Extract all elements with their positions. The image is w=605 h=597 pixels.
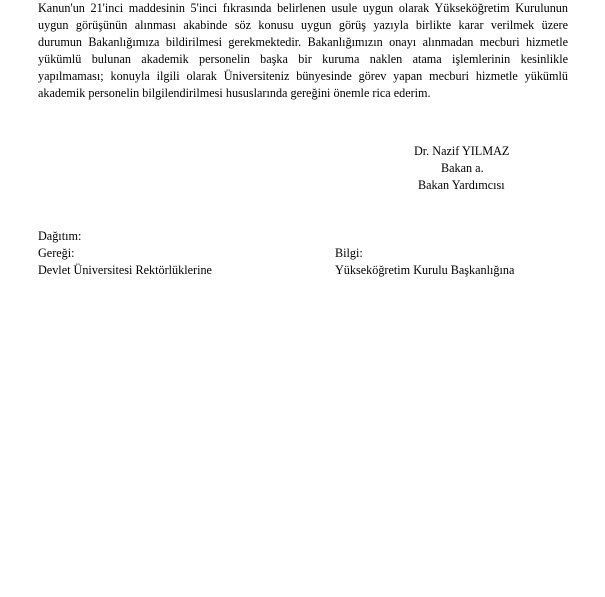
body-line: yükümlü bulunan akademik personelin başka bir kuruma naklen atama işlemlerinin kesinlikle (38, 52, 568, 66)
body-line: akademik personelin bilgilendirilmesi hususlarında gereğini önemle rica ederim. (38, 86, 431, 100)
signature-block (0, 0, 605, 200)
action-recipient-label: Gereği: (38, 246, 75, 260)
body-line: durumun Bakanlığımıza bildirilmesi gerekmektedir. Bakanlığımızın onayı alınmadan mecburi hizmetle (38, 35, 568, 49)
action-recipient: Devlet Üniversitesi Rektörlüklerine (38, 263, 212, 277)
body-line: yapılmaması; konuyla ilgili olarak Üniversiteniz bünyesinde görev yapan mecburi hizmetle yükümlü (38, 69, 568, 83)
signatory-position: Bakan Yardımcısı (418, 178, 505, 192)
info-recipient: Yükseköğretim Kurulu Başkanlığına (335, 263, 515, 277)
signatory-title: Bakan a. (441, 161, 484, 175)
body-line: uygun görüşünün alınması akabinde söz konusu uygun görüş yazıyla birlikte karar verilmek üzere (38, 18, 568, 32)
signatory-name: Dr. Nazif YILMAZ (414, 144, 510, 158)
info-recipient-label: Bilgi: (335, 246, 363, 260)
body-line: Kanun'un 21'inci maddesinin 5'inci fıkrasında belirlenen usule uygun olarak Yükseköğretim Kurulunun (38, 1, 568, 15)
distribution-heading: Dağıtım: (38, 229, 82, 243)
